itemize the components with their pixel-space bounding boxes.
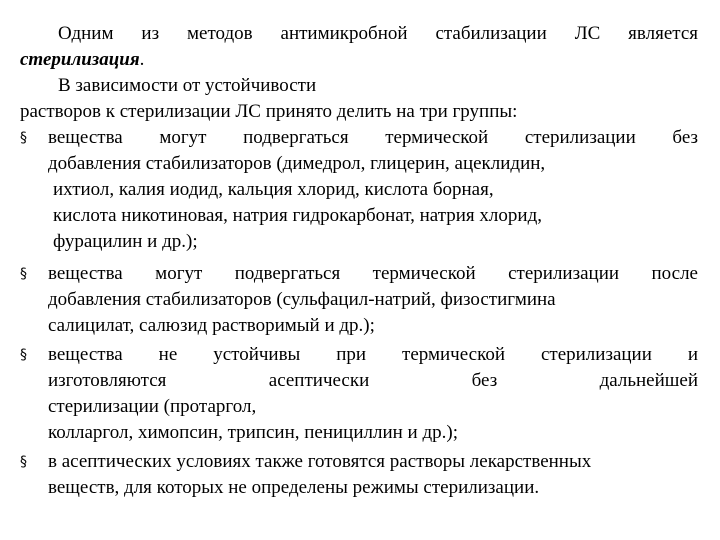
intro-line-2 xyxy=(20,47,144,73)
group-2-line-1: вещества могут подвергаться термической стерилизации после xyxy=(48,263,698,284)
group-1-line-4: кислота никотиновая, натрия гидрокарбонат, натрия хлорид, xyxy=(53,205,542,226)
group-2-line-3: салицилат, салюзид растворимый и др.); xyxy=(48,315,375,336)
group-1-line-2: добавления стабилизаторов (димедрол, глицерин, ацеклидин, xyxy=(48,153,546,174)
bullet-marker: § xyxy=(20,347,27,363)
bullet-marker: § xyxy=(20,454,27,470)
bullet-marker: § xyxy=(20,130,27,146)
term-punct: . xyxy=(139,49,145,70)
intro-line-4: растворов к стерилизации ЛС принято делить на три группы: xyxy=(20,101,518,122)
intro-line-1: Одним из методов антимикробной стабилизации ЛС является xyxy=(58,23,698,44)
group-2-line-2: добавления стабилизаторов (сульфацил-натрий, физостигмина xyxy=(48,289,556,310)
group-3-line-3: стерилизации (протаргол, xyxy=(48,396,257,417)
group-1-line-3: ихтиол, калия иодид, кальция хлорид, кислота борная, xyxy=(53,179,494,200)
intro-line-3: В зависимости от устойчивости xyxy=(58,75,317,96)
group-4-line-1: в асептических условиях также готовятся растворы лекарственных xyxy=(48,451,592,472)
group-1-line-5: фурацилин и др.); xyxy=(53,231,198,252)
bullet-marker: § xyxy=(20,266,27,282)
group-3-line-2: изготовляются асептически без дальнейшей xyxy=(48,370,698,391)
group-1-line-1: вещества могут подвергаться термической стерилизации без xyxy=(48,127,698,148)
group-3-line-4: колларгол, химопсин, трипсин, пенициллин и др.); xyxy=(48,422,458,443)
group-4-line-2: веществ, для которых не определены режимы стерилизации. xyxy=(48,477,540,498)
group-3-line-1: вещества не устойчивы при термической стерилизации и xyxy=(48,344,698,365)
term-sterilization: стерилизация xyxy=(20,49,140,70)
